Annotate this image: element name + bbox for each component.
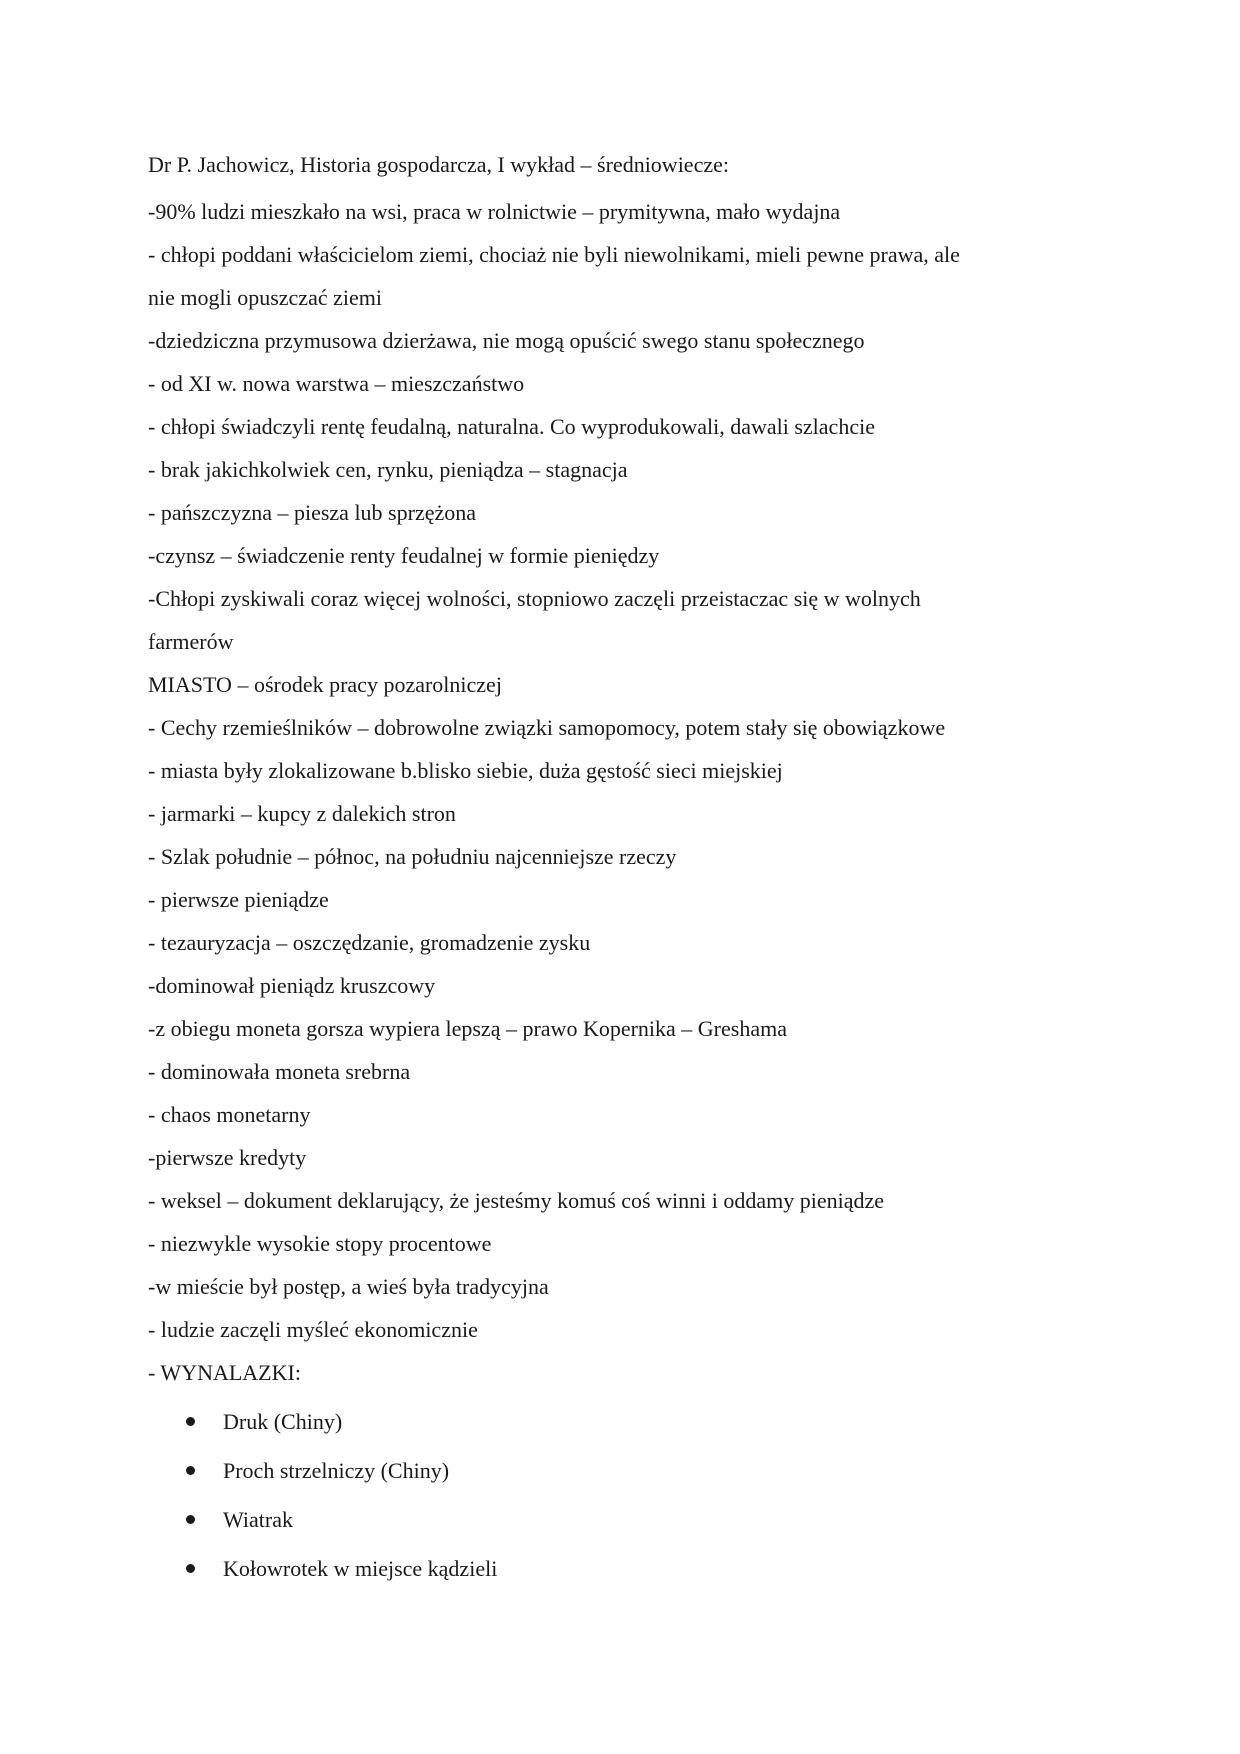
list-item: [148, 1498, 1088, 1547]
list-item: [148, 1400, 1088, 1449]
list-item-label: Wiatrak: [223, 1507, 293, 1532]
note-line: -pierwsze kredyty: [148, 1145, 307, 1170]
note-line: - dominowała moneta srebrna: [148, 1059, 411, 1084]
list-item-label: Proch strzelniczy (Chiny): [223, 1458, 450, 1483]
note-line: - pierwsze pieniądze: [148, 887, 329, 912]
note-line: - Szlak południe – północ, na południu najcenniejsze rzeczy: [148, 844, 677, 869]
inventions-list: [148, 1400, 1088, 1596]
note-line: - chłopi świadczyli rentę feudalną, naturalna. Co wyprodukowali, dawali szlachcie: [148, 414, 875, 439]
note-line: -90% ludzi mieszkało na wsi, praca w rolnictwie – prymitywna, mało wydajna: [148, 199, 841, 224]
bullet-icon: [186, 1417, 195, 1426]
list-item: [148, 1449, 1088, 1498]
list-item-label: Kołowrotek w miejsce kądzieli: [223, 1556, 498, 1581]
note-line: - ludzie zaczęli myśleć ekonomicznie: [148, 1317, 478, 1342]
notes-lines: [148, 190, 1088, 1394]
list-item: [148, 1547, 1088, 1596]
note-line: -w mieście był postęp, a wieś była tradycyjna: [148, 1274, 549, 1299]
note-line: -czynsz – świadczenie renty feudalnej w formie pieniędzy: [148, 543, 660, 568]
bullet-icon: [186, 1515, 195, 1524]
note-line: - weksel – dokument deklarujący, że jesteśmy komuś coś winni i oddamy pieniądze: [148, 1188, 884, 1213]
bullet-icon: [186, 1564, 195, 1573]
section-heading-miasto: MIASTO – ośrodek pracy pozarolniczej: [148, 672, 502, 697]
note-line: - Cechy rzemieślników – dobrowolne związki samopomocy, potem stały się obowiązkowe: [148, 715, 946, 740]
note-line: -dominował pieniądz kruszcowy: [148, 973, 436, 998]
note-line: -z obiegu moneta gorsza wypiera lepszą – prawo Kopernika – Greshama: [148, 1016, 787, 1041]
note-line: - chaos monetarny: [148, 1102, 311, 1127]
note-line: - jarmarki – kupcy z dalekich stron: [148, 801, 456, 826]
note-line: - od XI w. nowa warstwa – mieszczaństwo: [148, 371, 525, 396]
note-line: - brak jakichkolwiek cen, rynku, pieniądza – stagnacja: [148, 457, 628, 482]
note-line: farmerów: [148, 629, 234, 654]
bullet-icon: [186, 1466, 195, 1475]
note-line: - tezauryzacja – oszczędzanie, gromadzenie zysku: [148, 930, 591, 955]
section-heading-wynalazki: - WYNALAZKI:: [148, 1360, 301, 1385]
note-line: - niezwykle wysokie stopy procentowe: [148, 1231, 492, 1256]
note-line: - pańszczyzna – piesza lub sprzężona: [148, 500, 477, 525]
note-line: nie mogli opuszczać ziemi: [148, 285, 382, 310]
note-line: - chłopi poddani właścicielom ziemi, chociaż nie byli niewolnikami, mieli pewne prawa, ale: [148, 242, 960, 267]
document-body: [148, 143, 1088, 1596]
note-line: -dziedziczna przymusowa dzierżawa, nie mogą opuścić swego stanu społecznego: [148, 328, 865, 353]
note-line: - miasta były zlokalizowane b.blisko siebie, duża gęstość sieci miejskiej: [148, 758, 783, 783]
list-item-label: Druk (Chiny): [223, 1409, 343, 1434]
note-line: -Chłopi zyskiwali coraz więcej wolności, stopniowo zaczęli przeistaczac się w wolnych: [148, 586, 921, 611]
document-title: Dr P. Jachowicz, Historia gospodarcza, I wykład – średniowiecze:: [148, 152, 729, 177]
